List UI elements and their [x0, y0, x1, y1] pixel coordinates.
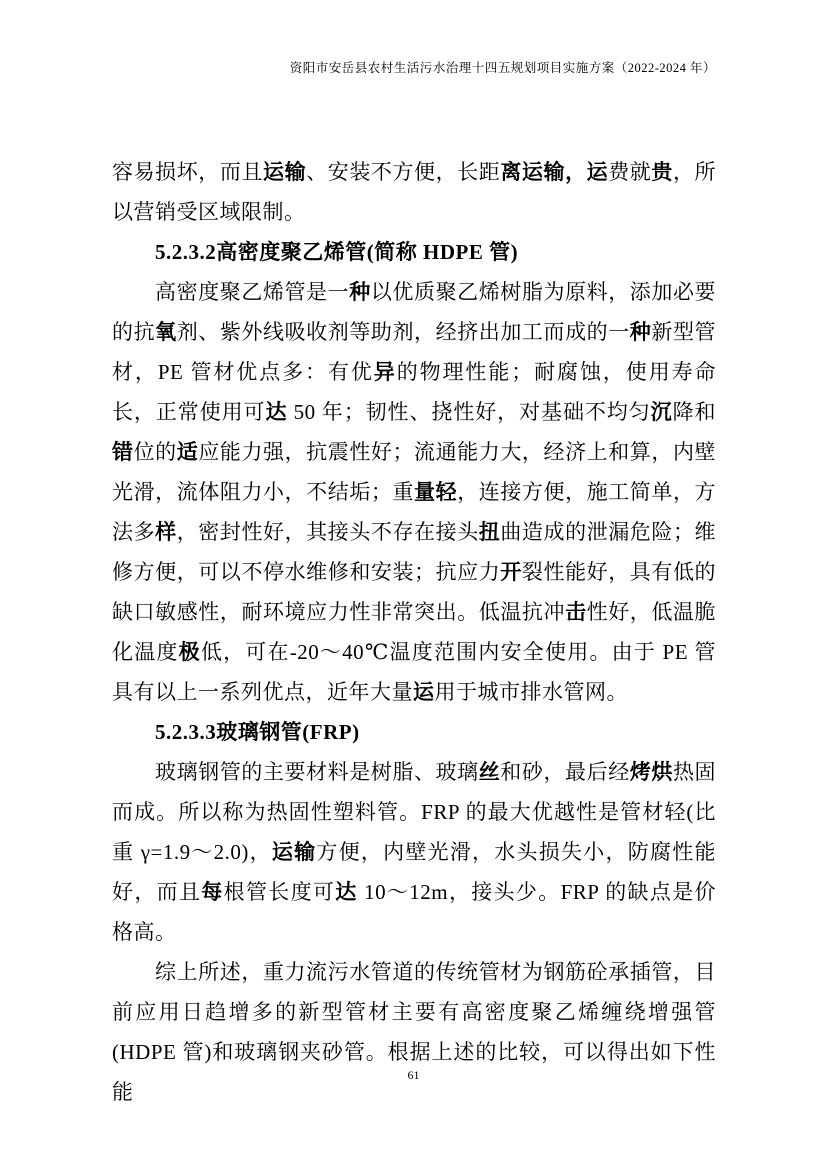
text-run: 沉: [650, 400, 673, 424]
text-run: 、安装不方便，长距: [306, 160, 501, 184]
text-run: 位的: [133, 440, 177, 464]
text-run: 适: [176, 440, 199, 464]
text-run: 样: [155, 520, 177, 544]
text-run: 新型管材，PE 管材优点多：有优: [112, 320, 717, 384]
text-run: 的物理性能；耐腐蚀，使用寿命长，正常使用可: [112, 360, 717, 424]
text-run: 丝: [478, 760, 501, 784]
text-run: 曲造成的泄漏危险；维修方便，可以不停水维修和安装；抗应力: [112, 520, 717, 584]
paragraph: [112, 272, 716, 712]
text-run: 剂、紫外线吸收剂等助剂，经挤出加工而成的一: [176, 320, 630, 344]
text-run: 运: [413, 680, 435, 704]
text-run: 5.2.3.2高密度聚乙烯管(简称 HDPE 管): [155, 240, 519, 264]
section-heading: [112, 232, 716, 272]
text-run: 性好，低温脆化温度: [112, 600, 717, 664]
text-run: 贵: [651, 160, 673, 184]
text-run: 异: [373, 360, 397, 384]
text-run: 高密度聚乙烯管是一: [155, 280, 350, 304]
paragraph: [112, 952, 716, 1112]
text-run: 裂性能好，具有低的缺口敏感性，耐环境应力性非常突出。低温抗冲: [112, 560, 717, 624]
text-run: ，密封性好，其接头不存在接头: [176, 520, 479, 544]
text-run: 应能力强，抗震性好；流通能力大，经济上和算，内壁光滑，流体阻力小，不结垢；重: [112, 440, 717, 504]
document-body: [112, 152, 716, 1112]
text-run: 以优质聚乙烯树脂为原料，添加必要的抗: [112, 280, 717, 344]
text-run: 运输: [271, 840, 317, 864]
text-run: 和砂，最后经: [500, 760, 630, 784]
text-run: 氧: [155, 320, 177, 344]
page-header: 资阳市安岳县农村生活污水治理十四五规划项目实施方案（2022-2024 年）: [289, 61, 716, 75]
text-run: 玻璃钢管的主要材料是树脂、玻璃: [155, 760, 479, 784]
text-run: 10～12m，接头少。FRP 的缺点是价格高。: [112, 880, 717, 944]
text-run: 用于城市排水管网。: [434, 680, 628, 704]
text-run: 50 年；韧性、挠性好，对基础不均匀: [287, 400, 651, 424]
text-run: 达: [335, 880, 358, 904]
text-run: 热固而成。所以称为热固性塑料管。FRP 的最大优越性是管材轻(比重 γ=1.9～2.0)，: [112, 760, 717, 864]
text-run: ，连接方便，施工简单，方法多: [112, 480, 717, 544]
text-run: 开: [500, 560, 522, 584]
text-run: 低，可在-20～40℃温度范围内安全使用。由于 PE 管具有以上一系列优点，近年大量: [112, 640, 717, 704]
paragraph: [112, 752, 716, 952]
text-run: 烤烘: [629, 760, 673, 784]
text-run: ，所以营销受区域限制。: [112, 160, 717, 224]
page-number: 61: [407, 1068, 420, 1082]
text-run: 费就: [608, 160, 652, 184]
text-run: 种: [349, 280, 371, 304]
text-run: 击: [565, 600, 587, 624]
text-run: 离运输，运: [500, 160, 609, 184]
paragraph: [112, 152, 716, 232]
text-run: 根管长度可: [223, 880, 336, 904]
text-run: 扭: [478, 520, 501, 544]
section-heading: [112, 712, 716, 752]
text-run: 降和: [672, 400, 717, 424]
text-run: 达: [265, 400, 288, 424]
text-run: 每: [201, 880, 224, 904]
text-run: 量轻: [414, 480, 458, 504]
text-run: 容易损坏，而且: [112, 160, 264, 184]
text-run: 综上所述，重力流污水管道的传统管材为钢筋砼承插管，目前应用日趋增多的新型管材主要有高密度聚乙烯缠绕增强管(HDPE 管)和玻璃钢夹砂管。根据上述的比较，可以得出如下性能: [112, 960, 716, 1104]
text-run: 运输: [263, 160, 307, 184]
text-run: 种: [629, 320, 652, 344]
text-run: 方便，内壁光滑，水头损失小，防腐性能好，而且: [112, 840, 717, 904]
text-run: 极: [178, 640, 201, 664]
text-run: 错: [112, 440, 134, 464]
text-run: 5.2.3.3玻璃钢管(FRP): [155, 720, 360, 744]
